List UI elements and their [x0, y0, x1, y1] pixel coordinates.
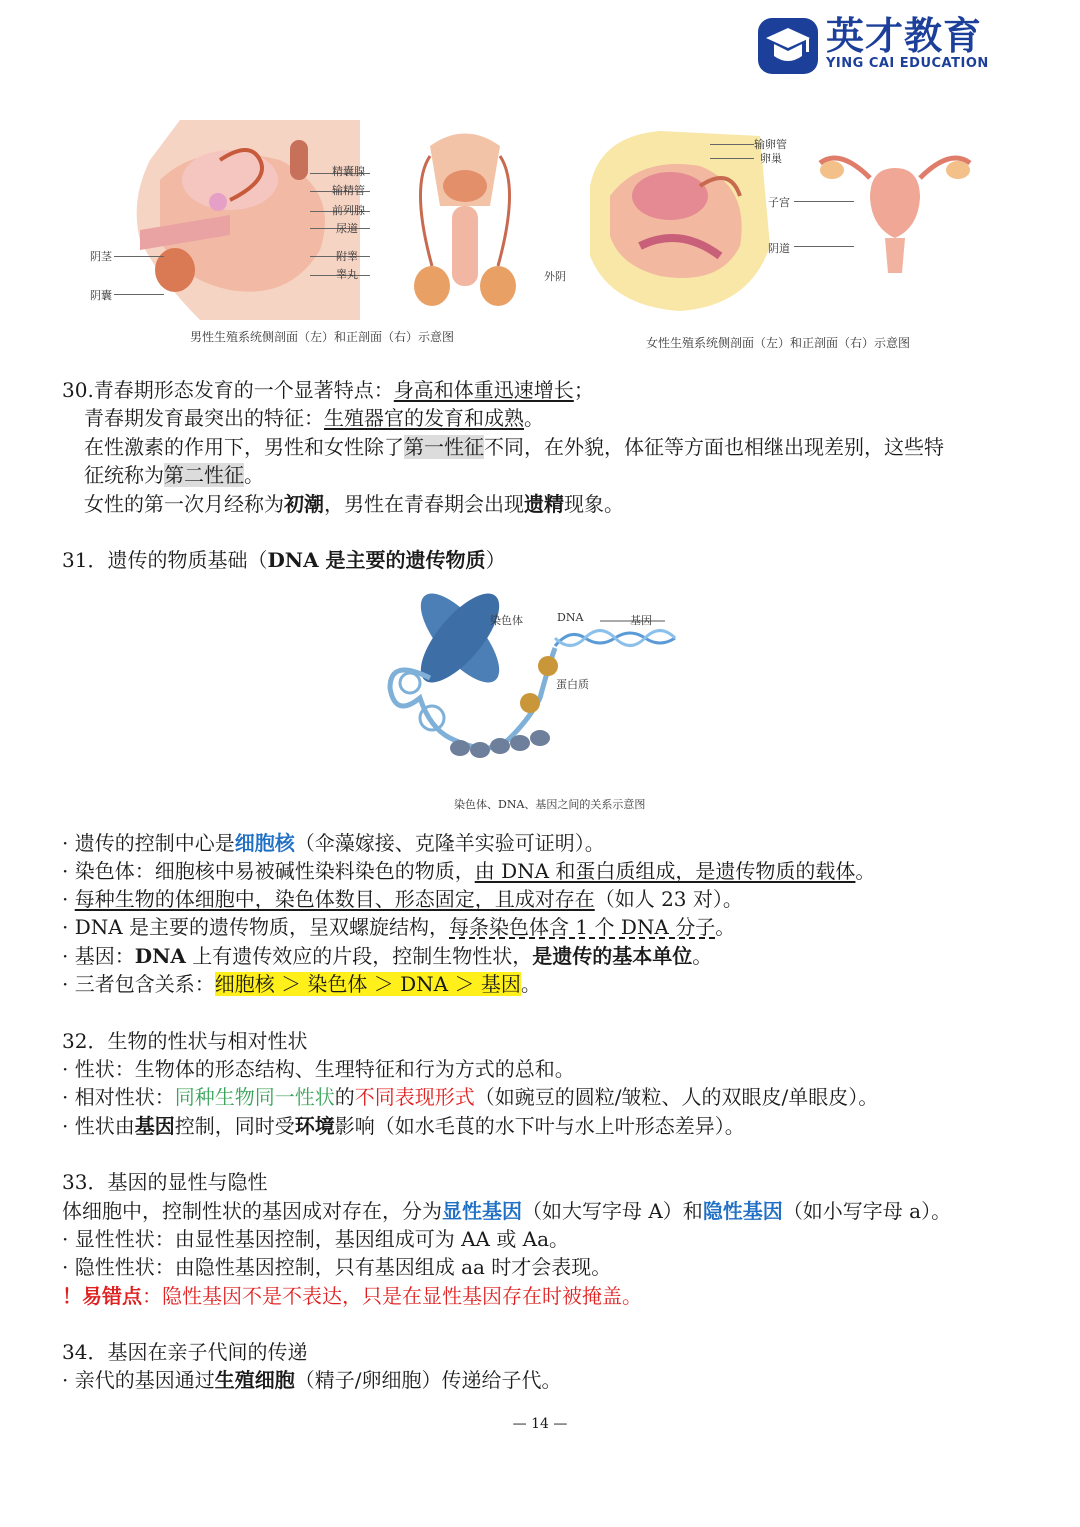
brand-logo: [756, 14, 1000, 76]
highlight-secondary-sex-traits: 第二性征: [164, 463, 244, 487]
label-vulva: 外阴: [544, 270, 566, 283]
section-32-bullet-1: · 性状：生物体的形态结构、生理特征和行为方式的总和。: [62, 1057, 575, 1081]
key-point-underlined: 生殖器官的发育和成熟: [324, 406, 524, 430]
logo-english-name: YING CAI EDUCATION: [826, 56, 989, 71]
label-testis: 睾丸: [336, 268, 358, 281]
section-34-title: 34．基因在亲子代间的传递: [62, 1340, 308, 1364]
section-31-bullet-1: · 遗传的控制中心是细胞核（伞藻嫁接、克隆羊实验可证明）。: [62, 831, 605, 855]
label-gene: 基因: [630, 614, 652, 627]
label-penis: 阴茎: [90, 250, 112, 263]
reproductive-system-figure: [70, 118, 1030, 358]
section-34-bullet-1: · 亲代的基因通过生殖细胞（精子/卵细胞）传递给子代。: [62, 1368, 562, 1392]
label-chromosome: 染色体: [490, 614, 523, 627]
section-33-line-1: 体细胞中，控制性状的基因成对存在，分为显性基因（如大写字母 A）和隐性基因（如小写字母 a）。: [62, 1199, 952, 1223]
logo-mark-icon: [756, 16, 820, 76]
common-mistake-label: ！易错点: [62, 1284, 142, 1308]
section-30-line-5: 女性的第一次月经称为初潮，男性在青春期会出现遗精现象。: [84, 492, 624, 516]
label-prostate: 前列腺: [332, 204, 365, 217]
section-31-bullet-5: · 基因：DNA 上有遗传效应的片段，控制生物性状，是遗传的基本单位。: [62, 944, 713, 968]
label-vagina: 阴道: [768, 242, 790, 255]
label-scrotum: 阴囊: [90, 289, 112, 302]
section-32-bullet-2: · 相对性状：同种生物同一性状的不同表现形式（如豌豆的圆粒/皱粒、人的双眼皮/单眼皮）。: [62, 1085, 879, 1109]
section-32-title: 32．生物的性状与相对性状: [62, 1029, 308, 1053]
highlight-primary-sex-traits: 第一性征: [404, 435, 484, 459]
female-side-section-image: [580, 126, 780, 316]
male-side-section-image: [120, 120, 360, 320]
label-epididymis: 附睾: [336, 250, 358, 263]
male-figure-caption: 男性生殖系统侧剖面（左）和正剖面（右）示意图: [190, 330, 455, 344]
label-urethra: 尿道: [336, 222, 358, 235]
chromosome-figure-caption: 染色体、DNA、基因之间的关系示意图: [454, 798, 646, 811]
page-number: — 14 —: [512, 1416, 568, 1432]
section-32-bullet-3: · 性状由基因控制，同时受环境影响（如水毛茛的水下叶与水上叶形态差异）。: [62, 1114, 745, 1138]
section-31-bullet-2: · 染色体：细胞核中易被碱性染料染色的物质，由 DNA 和蛋白质组成，是遗传物质的载体。: [62, 859, 876, 883]
key-point-underlined: 身高和体重迅速增长: [393, 378, 574, 402]
section-30-line-3: 在性激素的作用下，男性和女性除了第一性征不同，在外貌，体征等方面也相继出现差别，这些特: [84, 435, 944, 459]
chromosome-dna-gene-figure: [370, 588, 700, 818]
label-ovary: 卵巢: [760, 152, 782, 165]
section-31-title: 31．遗传的物质基础（DNA 是主要的遗传物质）: [62, 548, 506, 572]
section-31-bullet-6: · 三者包含关系：细胞核 ＞ 染色体 ＞ DNA ＞ 基因。: [62, 972, 541, 996]
section-33-bullet-2: · 隐性性状：由隐性基因控制，只有基因组成 aa 时才会表现。: [62, 1255, 612, 1279]
section-30-line-2: 青春期发育最突出的特征：生殖器官的发育和成熟。: [84, 406, 544, 430]
highlight-containment-relation: 细胞核 ＞ 染色体 ＞ DNA ＞ 基因: [214, 972, 521, 996]
label-fallopian-tube: 输卵管: [754, 138, 787, 151]
female-front-section-image: [810, 128, 980, 278]
label-seminal-vesicle: 精囊腺: [332, 165, 365, 178]
section-31-bullet-3: · 每种生物的体细胞中，染色体数目、形态固定，且成对存在（如人 23 对）。: [62, 887, 743, 911]
section-33-title: 33．基因的显性与隐性: [62, 1170, 268, 1194]
male-front-section-image: [410, 126, 520, 316]
section-33-bullet-1: · 显性性状：由显性基因控制，基因组成可为 AA 或 Aa。: [62, 1227, 570, 1251]
section-30-line-4: 征统称为第二性征。: [84, 463, 264, 487]
section-31-bullet-4: · DNA 是主要的遗传物质，呈双螺旋结构，每条染色体含 1 个 DNA 分子。: [62, 915, 736, 939]
section-33-warning: ！易错点：隐性基因不是不表达，只是在显性基因存在时被掩盖。: [62, 1284, 642, 1308]
label-uterus: 子宫: [768, 196, 790, 209]
female-figure-caption: 女性生殖系统侧剖面（左）和正剖面（右）示意图: [646, 336, 911, 350]
label-dna: DNA: [557, 611, 584, 624]
logo-chinese-name: 英才教育: [826, 14, 983, 58]
label-protein: 蛋白质: [556, 678, 589, 691]
section-30-title: 30.青春期形态发育的一个显著特点：身高和体重迅速增长；: [62, 378, 594, 402]
label-vas-deferens: 输精管: [332, 184, 365, 197]
